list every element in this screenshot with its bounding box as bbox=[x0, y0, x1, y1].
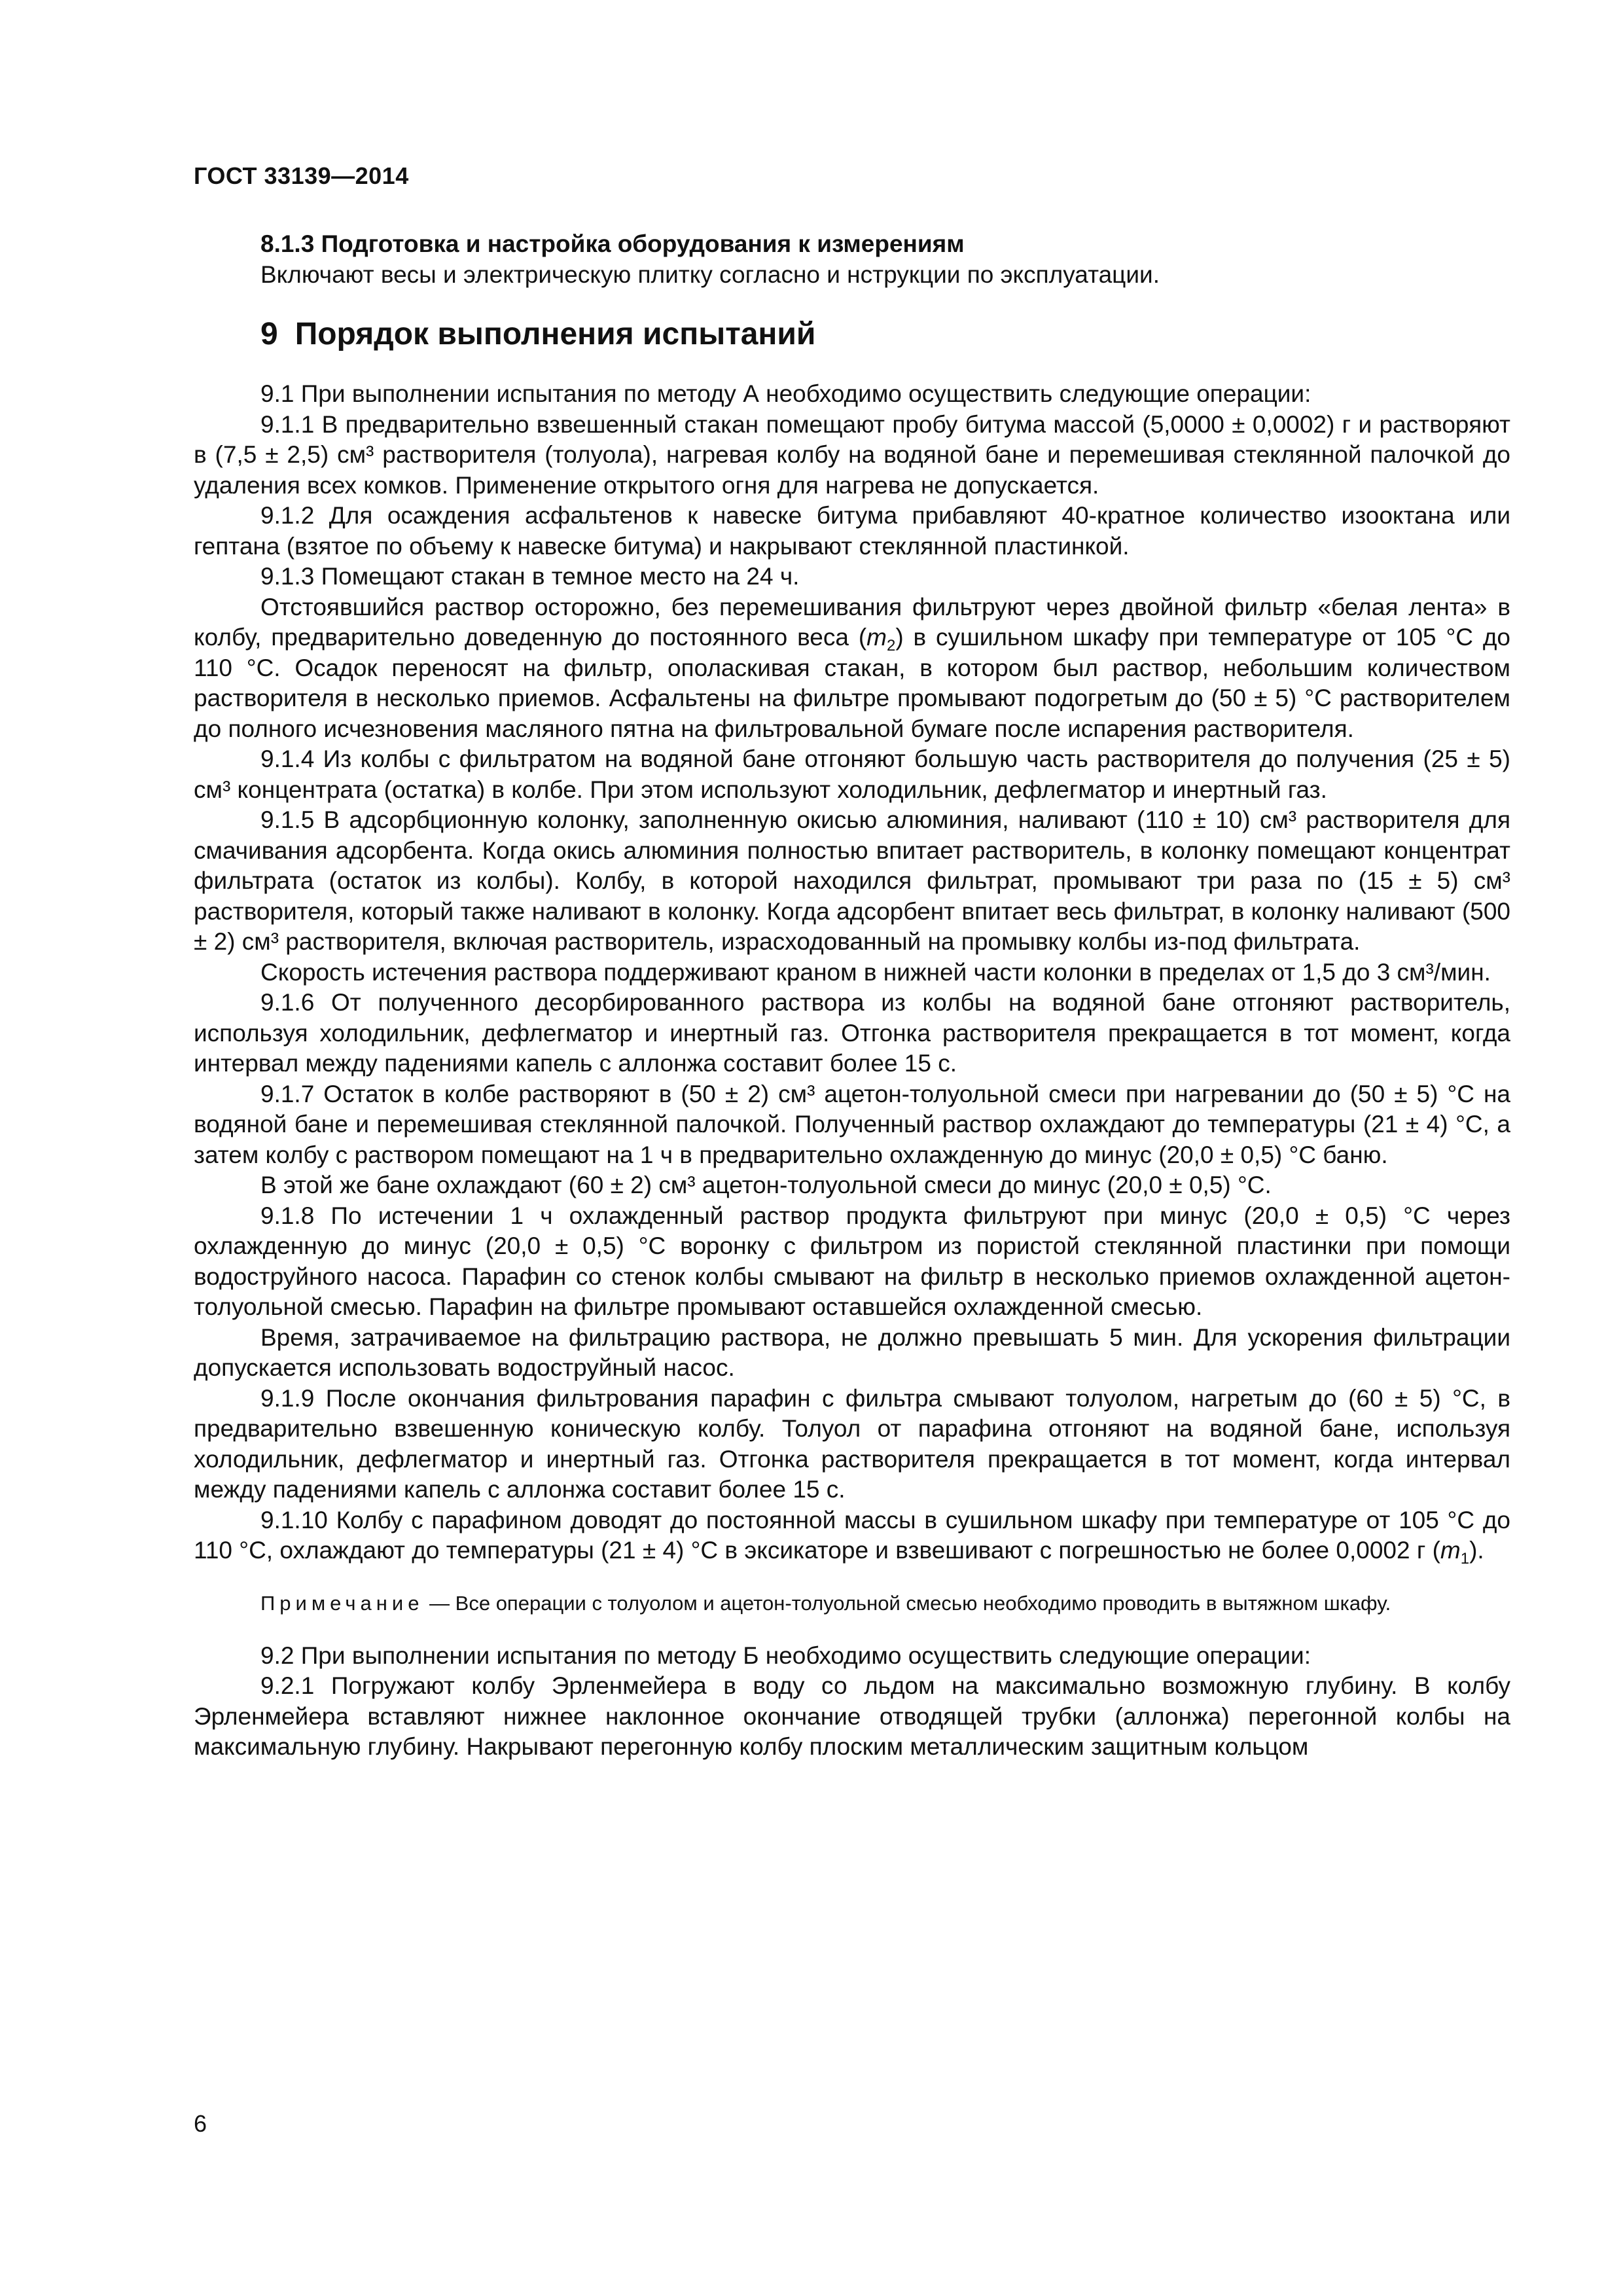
paragraph-9-1-3: 9.1.3 Помещают стакан в темное место на 24 ч. bbox=[260, 563, 800, 590]
note-text: — Все операции с толуолом и ацетон-толуольной смесью необходимо проводить в вытяжном шкафу. bbox=[423, 1591, 1391, 1615]
note bbox=[194, 1590, 1510, 1617]
paragraph-9-1-1: 9.1.1 В предварительно взвешенный стакан помещают пробу битума массой (5,0000 ± 0,0002) г и растворяют в (7,5 ± 2,5) см³ растворителя (толуола), нагревая колбу на водяной бане и перемешивая стеклянной палочкой до удаления всех комков. Применение открытого огня для нагрева не допускается. bbox=[194, 410, 1510, 499]
text-run: ). bbox=[1469, 1537, 1484, 1564]
paragraph-9-1-5: 9.1.5 В адсорбционную колонку, заполненную окисью алюминия, наливают (110 ± 10) см³ растворителя для смачивания адсорбента. Когда окись алюминия полностью впитает растворитель, в колонку помещают концентрат фильтрата (остаток из колбы). Колбу, в которой находился фильтрат, промывают три раза по (15 ± 5) см³ растворителя, который также наливают в колонку. Когда адсорбент впитает весь фильтрат, в колонку наливают (500 ± 2) см³ растворителя, включая растворитель, израсходованный на промывку колбы из-под фильтрата. bbox=[194, 806, 1510, 955]
paragraph-9-2-1: 9.2.1 Погружают колбу Эрленмейера в воду со льдом на максимально возможную глубину. В колбу Эрленмейера вставляют нижнее наклонное окончание отводящей трубки (аллонжа) перегонной колбы на максимальную глубину. Накрывают перегонную колбу плоским металлическим защитным кольцом bbox=[194, 1672, 1510, 1760]
paragraph-9-1-3-continued bbox=[194, 592, 1510, 745]
page-content bbox=[194, 229, 1510, 1763]
paragraph-9-1-9: 9.1.9 После окончания фильтрования парафин с фильтра смывают толуолом, нагретым до (60 ± 5) °С, в предварительно взвешенную коническую колбу. Толуол от парафина отгоняют на водяной бане, используя холодильник, дефлегматор и инертный газ. Отгонка растворителя прекращается в тот момент, когда интервал между падениями капель с аллонжа составит более 15 с. bbox=[194, 1384, 1510, 1503]
paragraph-9-1-6: 9.1.6 От полученного десорбированного раствора из колбы на водяной бане отгоняют растворитель, используя холодильник, дефлегматор и инертный газ. Отгонка растворителя прекращается в тот момент, когда интервал между падениями капель с аллонжа составит более 15 с. bbox=[194, 989, 1510, 1077]
document-code-header: ГОСТ 33139—2014 bbox=[194, 162, 409, 189]
section-9-number: 9 bbox=[260, 317, 278, 351]
paragraph-9-1-5-continued: Скорость истечения раствора поддерживают краном в нижней части колонки в пределах от 1,5 до 3 см³/мин. bbox=[260, 958, 1491, 986]
paragraph-9-1-8: 9.1.8 По истечении 1 ч охлажденный раствор продукта фильтруют при минус (20,0 ± 0,5) °С через охлажденную до минус (20,0 ± 0,5) °С воронку с фильтром из пористой стеклянной пластинки при помощи водоструйного насоса. Парафин со стенок колбы смывают на фильтр в несколько приемов охлажденной ацетон-толуольной смесью. Парафин на фильтре промывают оставшейся охлажденной смесью. bbox=[194, 1202, 1510, 1320]
paragraph-9-1-10 bbox=[194, 1505, 1510, 1566]
mass-subscript: 2 bbox=[886, 637, 896, 655]
mass-variable: m bbox=[1440, 1537, 1461, 1564]
mass-variable: m bbox=[866, 624, 887, 651]
page-number: 6 bbox=[194, 2110, 207, 2137]
paragraph-9-1-4: 9.1.4 Из колбы с фильтратом на водяной бане отгоняют большую часть растворителя до получения (25 ± 5) см³ концентрата (остатка) в колбе. При этом используют холодильник, дефлегматор и инертный газ. bbox=[194, 745, 1510, 803]
text-run: Отстоявшийся раствор осторожно, без перемешивания фильтруют через двойной фильтр «белая лента» в колбу, предварительно доведенную до постоянного веса ( bbox=[194, 593, 1510, 651]
paragraph-9-1: 9.1 При выполнении испытания по методу А необходимо осуществить следующие операции: bbox=[260, 380, 1311, 407]
paragraph-9-1-7: 9.1.7 Остаток в колбе растворяют в (50 ± 2) см³ ацетон-толуольной смеси при нагревании до (50 ± 5) °С на водяной бане и перемешивая стеклянной палочкой. Полученный раствор охлаждают до температуры (21 ± 4) °С, а затем колбу с раствором помещают на 1 ч в предварительно охлажденную до минус (20,0 ± 0,5) °С баню. bbox=[194, 1080, 1510, 1168]
text-run: ) в сушильном шкафу при температуре от 105 °С до 110 °С. Осадок переносят на фильтр, ополаскивая стакан, в котором был раствор, небольшим количеством растворителя в несколько приемов. Асфальтены на фильтре промывают подогретым до (50 ± 5) °С растворителем до полного исчезновения масляного пятна на фильтровальной бумаге после испарения растворителя. bbox=[194, 624, 1510, 742]
paragraph-9-2: 9.2 При выполнении испытания по методу Б необходимо осуществить следующие операции: bbox=[260, 1641, 1311, 1669]
note-label: Примечание bbox=[260, 1591, 424, 1615]
subsection-8-1-3-text: Включают весы и электрическую плитку согласно и нструкции по эксплуатации. bbox=[260, 260, 1160, 288]
paragraph-9-1-2: 9.1.2 Для осаждения асфальтенов к навеске битума прибавляют 40-кратное количество изооктана или гептана (взятое по объему к навеске битума) и накрывают стеклянной пластинкой. bbox=[194, 502, 1510, 560]
section-9-title: Порядок выполнения испытаний bbox=[294, 317, 816, 351]
paragraph-9-1-7-continued: В этой же бане охлаждают (60 ± 2) см³ ацетон-толуольной смеси до минус (20,0 ± 0,5) °С. bbox=[260, 1172, 1272, 1198]
subsection-8-1-3-title: 8.1.3 Подготовка и настройка оборудования к измерениям bbox=[260, 230, 965, 257]
mass-subscript: 1 bbox=[1460, 1550, 1470, 1568]
text-run: 9.1.10 Колбу с парафином доводят до постоянной массы в сушильном шкафу при температуре от 105 °С до 110 °С, охлаждают до температуры (21 ± 4) °С в эксикаторе и взвешивают с погрешностью не более 0,0002 г ( bbox=[194, 1506, 1510, 1564]
section-9-heading bbox=[260, 316, 1510, 353]
paragraph-9-1-8-continued: Время, затрачиваемое на фильтрацию раствора, не должно превышать 5 мин. Для ускорения фильтрации допускается использовать водоструйный насос. bbox=[194, 1323, 1510, 1381]
